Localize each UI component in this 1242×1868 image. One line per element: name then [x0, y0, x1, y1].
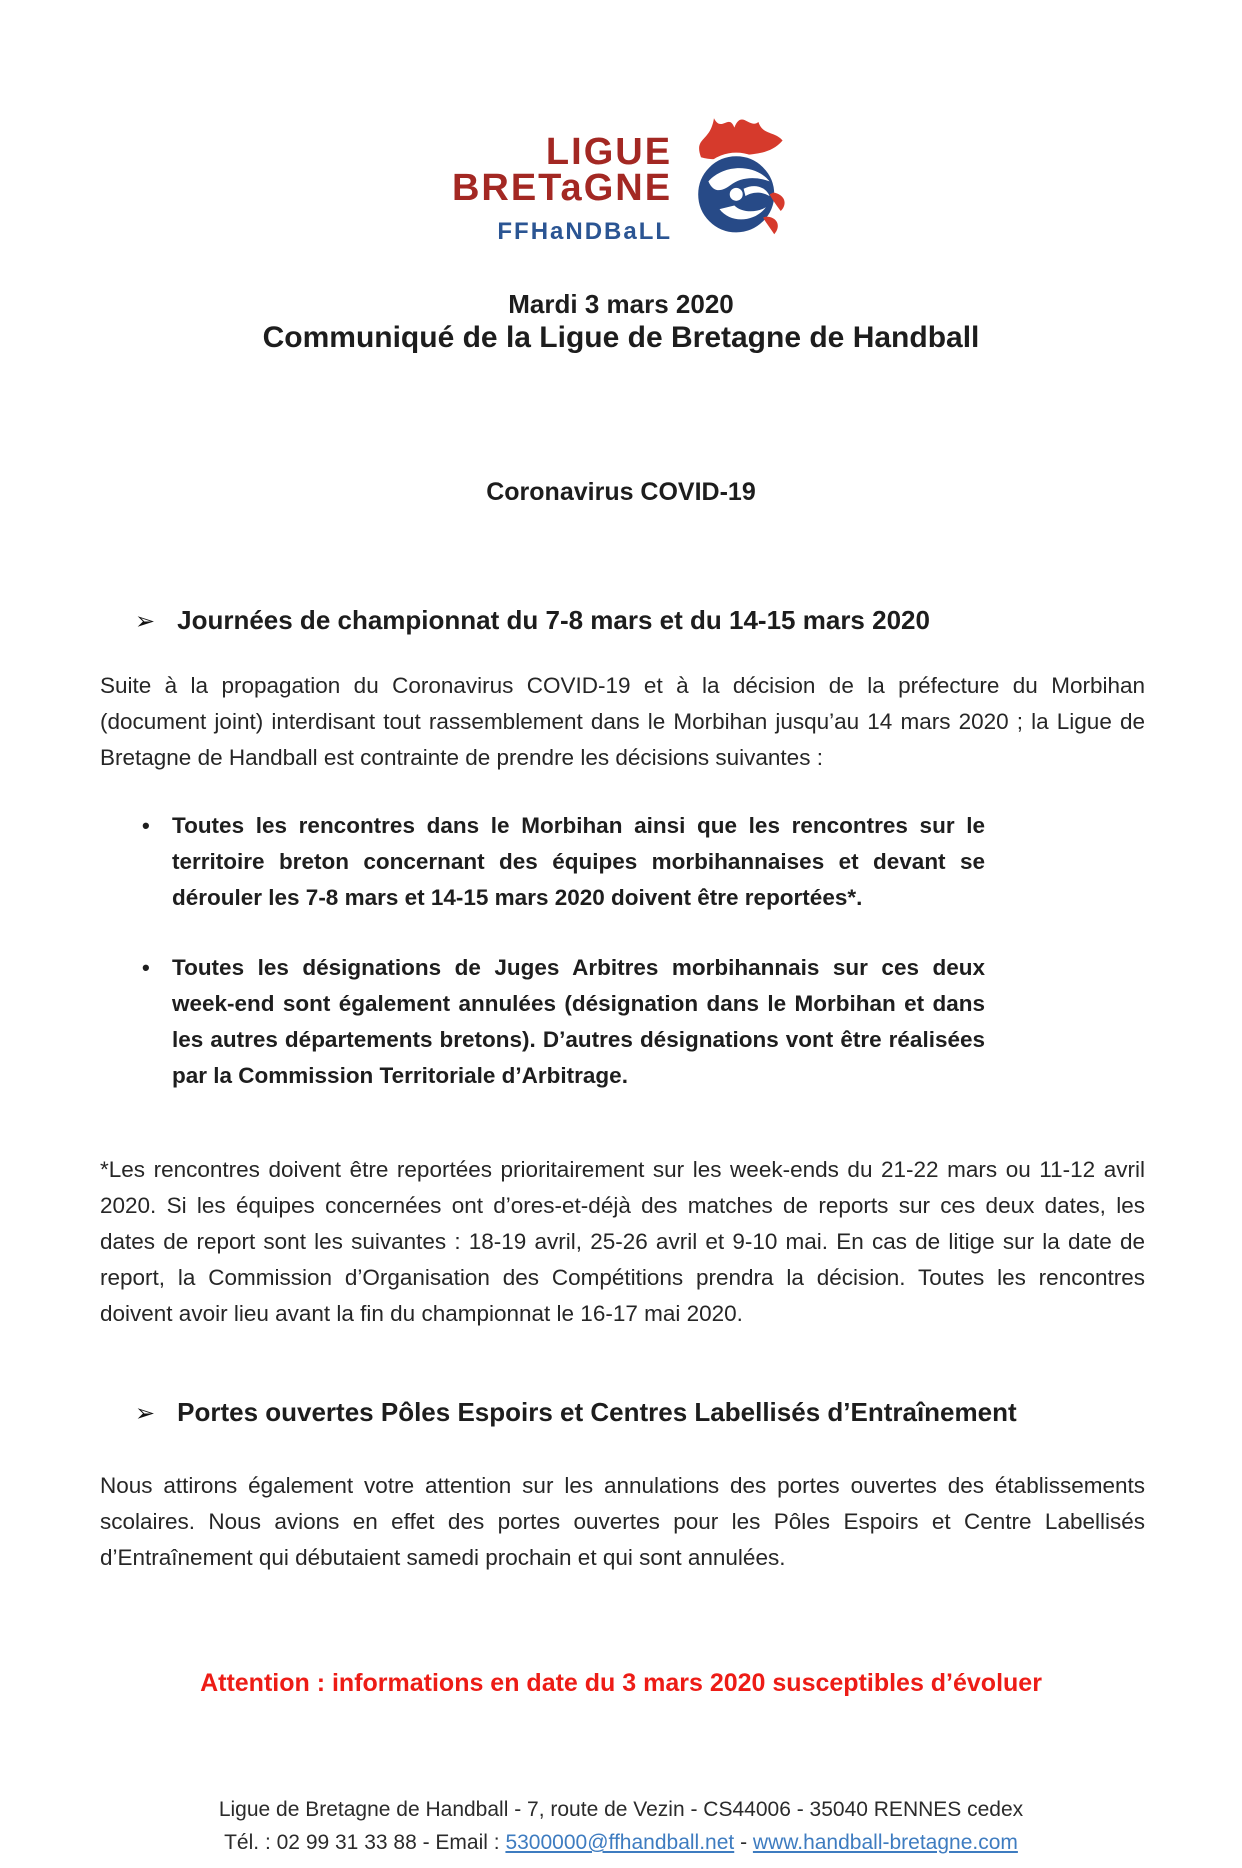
arrowhead-bullet-icon: ➢	[135, 1400, 156, 1427]
section-heading-portes-ouvertes	[135, 1396, 1145, 1430]
logo-wordmark	[451, 131, 673, 245]
paragraph-report-note: *Les rencontres doivent être reportées prioritairement sur les week-ends du 21-22 mars ou 11-12 avril 2020. Si les équipes concernées ont d’ores-et-déjà des matches de reports sur ces deux dates, les dates de report sont les suivantes : 18-19 avril, 25-26 avril et 9-10 mai. En cas de litige sur la date de report, la Commission d’Organisation des Compétitions prendra la décision. Toutes les rencontres doivent avoir lieu avant la fin du championnat le 16-17 mai 2020.	[100, 1157, 1145, 1326]
document-subtitle: Coronavirus COVID-19	[486, 478, 756, 506]
list-item	[142, 808, 985, 916]
footer-address: Ligue de Bretagne de Handball - 7, route de Vezin - CS44006 - 35040 RENNES cedex	[218, 1798, 1024, 1821]
arrowhead-bullet-icon: ➢	[135, 608, 156, 635]
bullet-dot-icon: •	[142, 813, 150, 838]
attention-notice: Attention : informations en date du 3 mars 2020 susceptibles d’évoluer	[200, 1669, 1042, 1697]
footer-dash: -	[734, 1831, 753, 1854]
list-item	[142, 950, 985, 1094]
email-link[interactable]: 5300000@ffhandball.net	[505, 1831, 735, 1854]
document-date: Mardi 3 mars 2020	[508, 289, 734, 319]
decision-bullet-list	[0, 808, 1242, 1094]
document-footer	[0, 1793, 1242, 1859]
paragraph-portes-ouvertes: Nous attirons également votre attention sur les annulations des portes ouvertes des établissements scolaires. Nous avions en effet des portes ouvertes pour les Pôles Espoirs et Centre Labellisés d’Entraînement qui débutaient samedi prochain et qui sont annulées.	[100, 1473, 1145, 1570]
section-heading-championnat	[135, 604, 1145, 638]
section-heading-label: Portes ouvertes Pôles Espoirs et Centres Labellisés d’Entraînement	[177, 1397, 1017, 1427]
bullet-dot-icon: •	[142, 955, 150, 980]
bullet-text: Toutes les rencontres dans le Morbihan ainsi que les rencontres sur le territoire breton concernant des équipes morbihannaises et devant se dérouler les 7-8 mars et 14-15 mars 2020 doivent être reportées*.	[172, 813, 985, 910]
league-logo	[0, 0, 1242, 244]
logo-line-ligue: LIGUE	[545, 131, 673, 173]
logo-line-ffhandball: FFHaNDBaLL	[497, 218, 673, 245]
section-heading-label: Journées de championnat du 7-8 mars et du 14-15 mars 2020	[177, 605, 930, 635]
logo-line-bretagne: BRETaGNE	[451, 167, 673, 209]
page-title: Communiqué de la Ligue de Bretagne de Handball	[262, 321, 980, 354]
paragraph-intro: Suite à la propagation du Coronavirus COVID-19 et à la décision de la préfecture du Morbihan (document joint) interdisant tout rassemblement dans le Morbihan jusqu’au 14 mars 2020 ; la Ligue de Bretagne de Handball est contrainte de prendre les décisions suivantes :	[100, 673, 1145, 770]
footer-contact-line	[0, 1826, 1242, 1859]
bullet-text: Toutes les désignations de Juges Arbitres morbihannais sur ces deux week-end sont également annulées (désignation dans le Morbihan et dans les autres départements bretons). D’autres désignations vont être réalisées par la Commission Territoriale d’Arbitrage.	[172, 955, 985, 1088]
rooster-icon	[688, 102, 790, 244]
website-link[interactable]: www.handball-bretagne.com	[752, 1831, 1018, 1854]
footer-phone-label: Tél. : 02 99 31 33 88 - Email :	[224, 1831, 506, 1854]
